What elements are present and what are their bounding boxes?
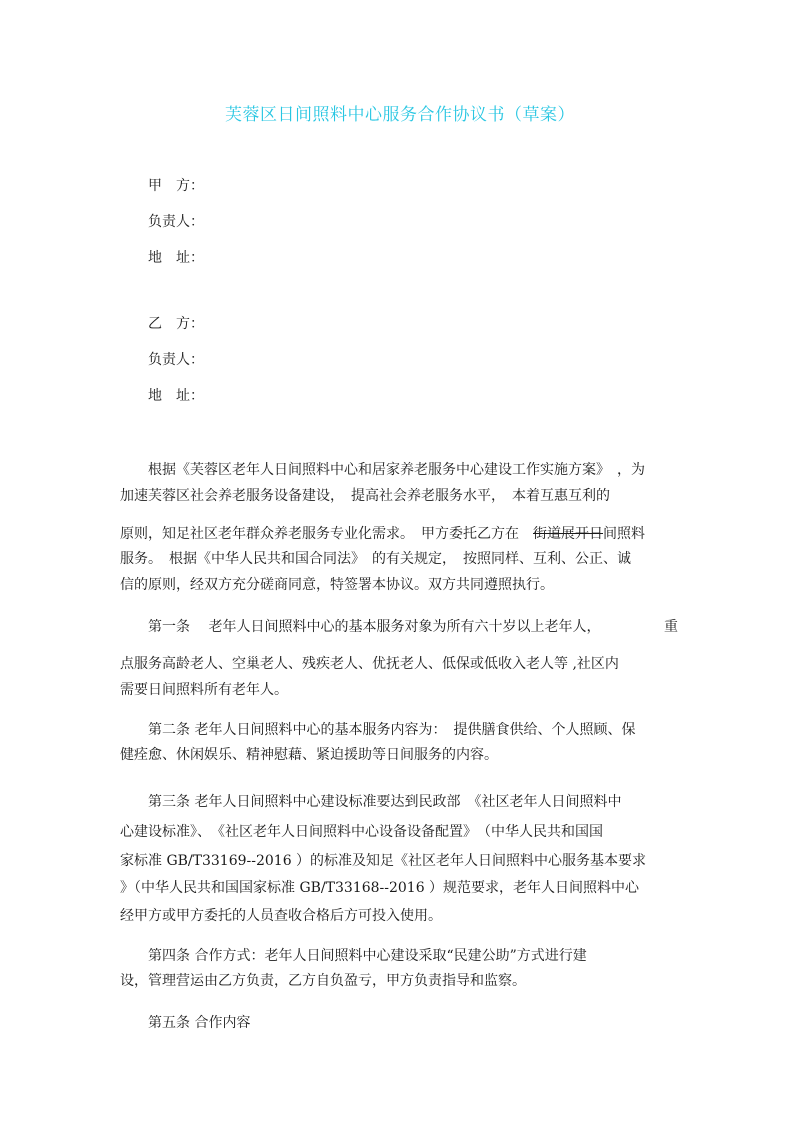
party-a-name-label: 甲 方： (148, 178, 204, 194)
article-3-line-1: 第三条 老年人日间照料中心建设标准要达到民政部 《社区老年人日间照料中 (148, 794, 622, 810)
article-3-line-5: 经甲方或甲方委托的人员查收合格后方可投入使用。 (120, 908, 442, 924)
preamble-line-2: 加速芙蓉区社会养老服务设备建设， 提高社会养老服务水平， 本着互惠互利的 (120, 488, 610, 504)
article-1-line-2: 点服务高龄老人、空巢老人、残疾老人、优抚老人、低保或低收入老人等 ,社区内 (120, 656, 619, 672)
article-4-line-1: 第四条 合作方式：老年人日间照料中心建设采取“民建公助”方式进行建 (148, 948, 587, 964)
article-1-line-1-end: 重 (664, 619, 678, 635)
article-2-line-2: 健痊愈、休闲娱乐、精神慰藉、紧迫援助等日间服务的内容。 (120, 747, 498, 763)
article-3-line-4: 》（中华人民共和国国家标准 GB/T33168--2016 ）规范要求，老年人日间照料中心 (120, 880, 640, 896)
preamble-line-1: 根据《芙蓉区老年人日间照料中心和居家养老服务中心建设工作实施方案》 ，为 (148, 462, 645, 478)
preamble-line-5: 信的原则，经双方充分磋商同意，特签署本协议。双方共同遵照执行。 (120, 577, 554, 593)
document-title: 芙蓉区日间照料中心服务合作协议书（草案） (225, 105, 575, 125)
party-b-address-label: 地 址： (148, 388, 204, 404)
struck-text: 街道展开日 (533, 526, 603, 542)
party-b-name-label: 乙 方： (148, 316, 204, 332)
article-3-line-3: 家标准 GB/T33169--2016 ）的标准及知足《社区老年人日间照料中心服务基本要求 (120, 853, 647, 869)
article-4-line-2: 设，管理营运由乙方负责，乙方自负盈亏，甲方负责指导和监察。 (120, 973, 526, 989)
article-5-heading: 第五条 合作内容 (148, 1015, 251, 1031)
article-3-line-2: 心建设标准》、 《社区老年人日间照料中心设备设备配置》 （中华人民共和国国 (120, 824, 603, 840)
article-1-line-3: 需要日间照料所有老年人。 (120, 682, 288, 698)
party-a-person-label: 负责人： (148, 214, 204, 230)
preamble-line-3 (120, 524, 645, 544)
preamble-line-4: 服务。 根据《中华人民共和国合同法》 的有关规定， 按照同样、互利、公正、诚 (120, 551, 631, 567)
party-a-address-label: 地 址： (148, 250, 204, 266)
preamble-line-3-end: 间照料 (603, 526, 645, 542)
party-b-person-label: 负责人： (148, 352, 204, 368)
article-1-line-1-text: 第一条 老年人日间照料中心的基本服务对象为所有六十岁以上老年人， (148, 619, 601, 635)
preamble-line-3-text: 原则，知足社区老年群众养老服务专业化需求。 甲方委托乙方在 (120, 526, 533, 542)
article-1-line-1 (148, 617, 678, 637)
article-2-line-1: 第二条 老年人日间照料中心的基本服务内容为： 提供膳食供给、个人照顾、保 (148, 722, 636, 738)
